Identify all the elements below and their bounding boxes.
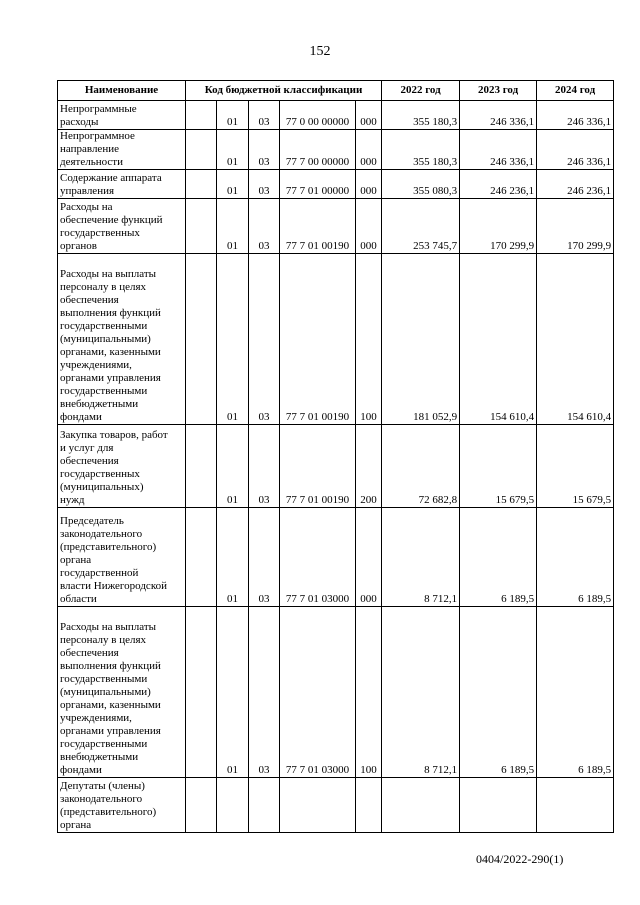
row-value-2022: 8 712,1 — [382, 607, 460, 778]
row-spacer — [186, 101, 217, 130]
table-row — [58, 508, 614, 607]
row-value-2022: 72 682,8 — [382, 425, 460, 508]
row-name: Содержание аппарата управления — [58, 170, 186, 199]
row-code-section: 01 — [217, 607, 249, 778]
row-code-section: 01 — [217, 199, 249, 254]
row-spacer — [186, 508, 217, 607]
table-row — [58, 130, 614, 170]
header-2024: 2024 год — [537, 81, 614, 101]
row-code-article: 77 7 01 00190 — [280, 199, 356, 254]
row-code-subsection — [249, 778, 280, 833]
row-code-article — [280, 778, 356, 833]
row-code-section: 01 — [217, 101, 249, 130]
row-value-2024: 6 189,5 — [537, 607, 614, 778]
row-value-2023: 15 679,5 — [460, 425, 537, 508]
header-name: Наименование — [58, 81, 186, 101]
row-value-2022: 355 180,3 — [382, 101, 460, 130]
row-spacer — [186, 170, 217, 199]
row-value-2024: 170 299,9 — [537, 199, 614, 254]
row-value-2023: 6 189,5 — [460, 607, 537, 778]
table-row — [58, 425, 614, 508]
row-code-expense-type: 000 — [356, 508, 382, 607]
table-row — [58, 607, 614, 778]
header-2022: 2022 год — [382, 81, 460, 101]
row-code-section: 01 — [217, 254, 249, 425]
row-value-2023: 246 336,1 — [460, 101, 537, 130]
row-code-section: 01 — [217, 508, 249, 607]
table-row — [58, 778, 614, 833]
row-code-subsection: 03 — [249, 199, 280, 254]
row-code-subsection: 03 — [249, 508, 280, 607]
row-name: Расходы на выплаты персоналу в целях обеспечения выполнения функций государственными (муниципальными) органами, казенными учреждениями, органами управления государственными внебюджетными фондами — [58, 254, 186, 425]
table-row — [58, 101, 614, 130]
row-code-expense-type: 000 — [356, 199, 382, 254]
row-code-article: 77 7 01 00190 — [280, 254, 356, 425]
row-code-article: 77 7 01 03000 — [280, 508, 356, 607]
row-value-2023 — [460, 778, 537, 833]
header-code: Код бюджетной классификации — [186, 81, 382, 101]
table-row — [58, 199, 614, 254]
row-spacer — [186, 607, 217, 778]
row-value-2022: 8 712,1 — [382, 508, 460, 607]
row-name: Расходы на обеспечение функций государственных органов — [58, 199, 186, 254]
row-code-expense-type: 100 — [356, 254, 382, 425]
row-code-expense-type: 000 — [356, 101, 382, 130]
row-name: Непрограммные расходы — [58, 101, 186, 130]
row-name: Председатель законодательного (представительного) органа государственной власти Нижегородской области — [58, 508, 186, 607]
row-code-article: 77 7 00 00000 — [280, 130, 356, 170]
row-code-article: 77 7 01 03000 — [280, 607, 356, 778]
row-code-expense-type: 000 — [356, 130, 382, 170]
row-name: Расходы на выплаты персоналу в целях обеспечения выполнения функций государственными (муниципальными) органами, казенными учреждениями, органами управления государственными внебюджетными фондами — [58, 607, 186, 778]
row-value-2022: 355 080,3 — [382, 170, 460, 199]
row-code-article: 77 7 01 00000 — [280, 170, 356, 199]
row-value-2023: 154 610,4 — [460, 254, 537, 425]
page-number: 152 — [309, 44, 331, 59]
row-value-2022: 253 745,7 — [382, 199, 460, 254]
row-value-2023: 246 336,1 — [460, 130, 537, 170]
row-value-2024: 246 336,1 — [537, 130, 614, 170]
row-code-section: 01 — [217, 425, 249, 508]
row-value-2022: 355 180,3 — [382, 130, 460, 170]
row-value-2024: 246 236,1 — [537, 170, 614, 199]
row-value-2024: 6 189,5 — [537, 508, 614, 607]
row-spacer — [186, 130, 217, 170]
header-row — [58, 81, 614, 101]
row-value-2022: 181 052,9 — [382, 254, 460, 425]
row-code-subsection: 03 — [249, 425, 280, 508]
row-code-article: 77 7 01 00190 — [280, 425, 356, 508]
document-code: 0404/2022-290(1) — [476, 852, 564, 866]
row-name: Закупка товаров, работ и услуг для обеспечения государственных (муниципальных) нужд — [58, 425, 186, 508]
row-spacer — [186, 778, 217, 833]
row-value-2024: 15 679,5 — [537, 425, 614, 508]
row-spacer — [186, 254, 217, 425]
row-value-2023: 246 236,1 — [460, 170, 537, 199]
table-row — [58, 254, 614, 425]
row-value-2024 — [537, 778, 614, 833]
row-code-expense-type: 100 — [356, 607, 382, 778]
budget-table — [57, 80, 614, 833]
row-code-expense-type: 200 — [356, 425, 382, 508]
row-spacer — [186, 425, 217, 508]
row-code-section: 01 — [217, 170, 249, 199]
row-code-subsection: 03 — [249, 130, 280, 170]
row-spacer — [186, 199, 217, 254]
row-value-2023: 170 299,9 — [460, 199, 537, 254]
row-value-2024: 246 336,1 — [537, 101, 614, 130]
row-code-expense-type — [356, 778, 382, 833]
row-code-subsection: 03 — [249, 254, 280, 425]
row-code-article: 77 0 00 00000 — [280, 101, 356, 130]
row-name: Непрограммное направление деятельности — [58, 130, 186, 170]
header-2023: 2023 год — [460, 81, 537, 101]
row-code-section: 01 — [217, 130, 249, 170]
row-code-subsection: 03 — [249, 607, 280, 778]
row-name: Депутаты (члены) законодательного (представительного) органа — [58, 778, 186, 833]
table-row — [58, 170, 614, 199]
row-code-expense-type: 000 — [356, 170, 382, 199]
row-value-2024: 154 610,4 — [537, 254, 614, 425]
row-code-subsection: 03 — [249, 101, 280, 130]
row-code-section — [217, 778, 249, 833]
row-code-subsection: 03 — [249, 170, 280, 199]
row-value-2022 — [382, 778, 460, 833]
row-value-2023: 6 189,5 — [460, 508, 537, 607]
